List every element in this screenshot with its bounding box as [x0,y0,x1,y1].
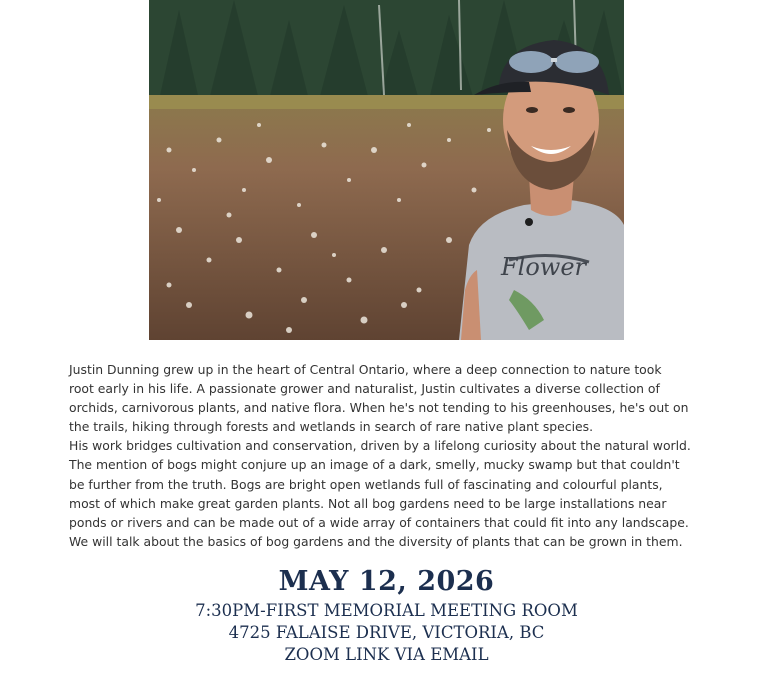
bio-line: We will talk about the basics of bog gardens and the diversity of plants that can be grown in them. [69,533,683,549]
event-date: MAY 12, 2026 [278,566,495,597]
event-address: 4725 FALAISE DRIVE, VICTORIA, BC [228,623,545,642]
shirt-text: Flower [501,253,586,281]
bio-line: ponds or rivers and can be made out of a wide array of containers that could fit into any landscape. [69,514,689,530]
speaker-bio [69,360,709,551]
bio-line: The mention of bogs might conjure up an image of a dark, smelly, mucky swamp but that couldn't [69,457,680,473]
bio-line: be further from the truth. Bogs are bright open wetlands full of fascinating and colourful plants, [69,476,663,492]
bio-line: His work bridges cultivation and conservation, driven by a lifelong curiosity about the natural world. [69,438,691,454]
bio-line: Justin Dunning grew up in the heart of Central Ontario, where a deep connection to nature took [69,362,662,377]
speaker-photo-illustration [149,0,624,340]
event-zoom-note: ZOOM LINK VIA EMAIL [284,645,489,664]
bio-line: the trails, hiking through forests and wetlands in search of rare native plant species. [69,419,594,435]
bio-line: orchids, carnivorous plants, and native flora. When he's not tending to his greenhouses, he's out on [69,400,689,416]
speaker-photo [149,0,624,340]
event-time-location: 7:30PM-FIRST MEMORIAL MEETING ROOM [195,601,578,620]
bio-line: most of which make great garden plants. Not all bog gardens need to be large installations near [69,495,667,511]
bio-line: root early in his life. A passionate grower and naturalist, Justin cultivates a diverse collection of [69,381,660,397]
